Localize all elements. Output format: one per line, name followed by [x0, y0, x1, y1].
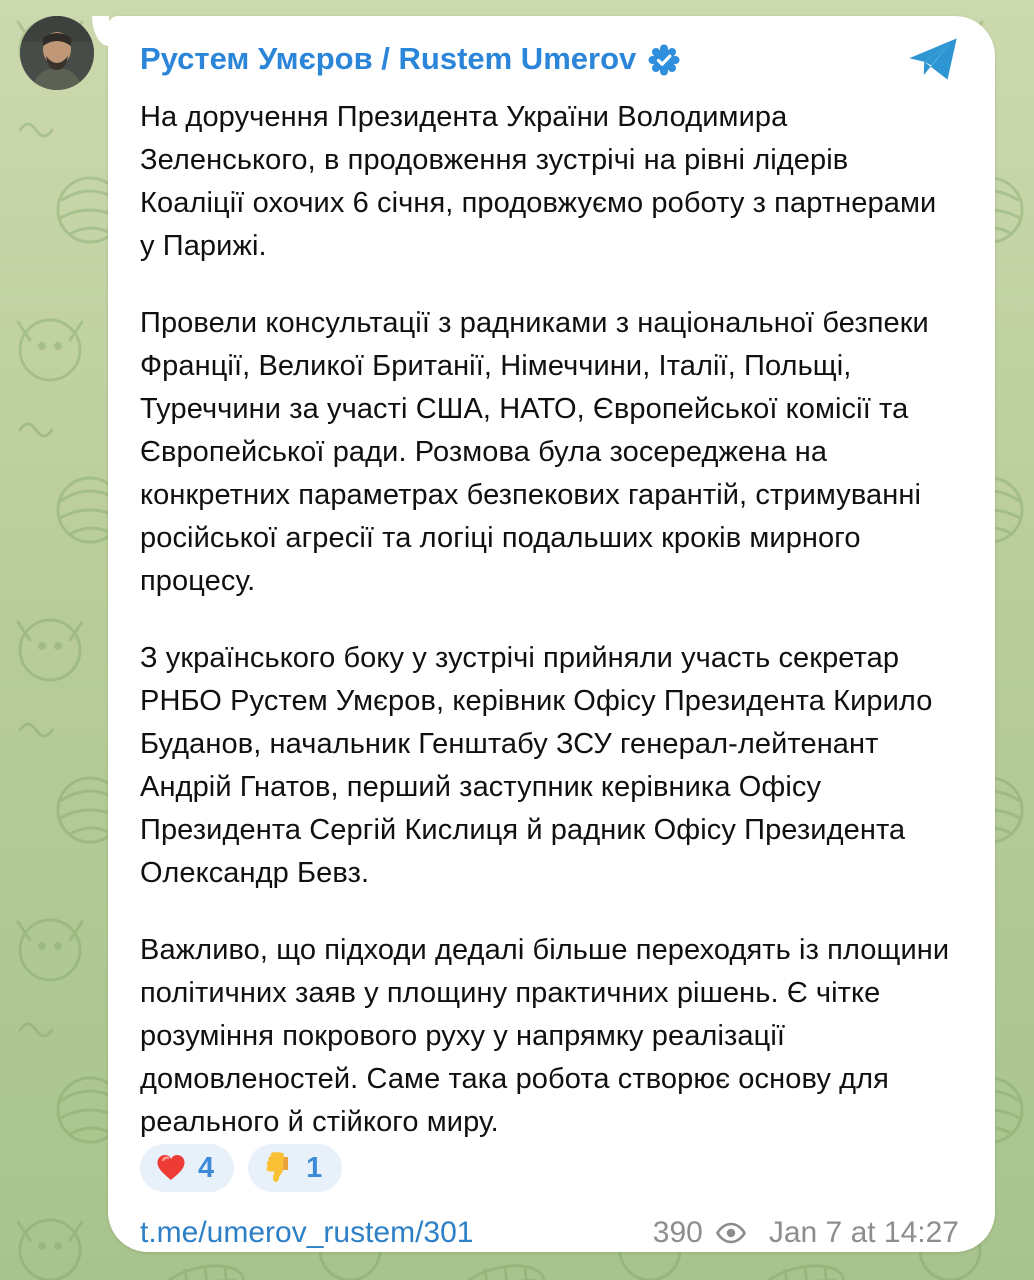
views-eye-icon: [715, 1217, 747, 1249]
reactions-row: [140, 1144, 959, 1192]
avatar-photo: [20, 16, 94, 90]
channel-name[interactable]: Рустем Умєров / Rustem Umerov: [140, 41, 637, 76]
reaction-thumbs-down-count: 1: [306, 1151, 323, 1184]
reaction-heart[interactable]: [140, 1144, 234, 1192]
paragraph-2: Провели консультації з радниками з національної безпеки Франції, Великої Британії, Німеччини, Італії, Польщі, Туреччини за участі США, НАТО, Європейської комісії та Європейської ради. Розмова була зосереджена на конкретних параметрах безпекових гарантій, стримуванні російської агресії та логіці подальших кроків мирного процесу.: [140, 307, 929, 597]
heart-icon: [154, 1151, 188, 1185]
reaction-thumbs-down[interactable]: [248, 1144, 342, 1192]
timestamp: Jan 7 at 14:27: [768, 1216, 959, 1249]
paragraph-1: На доручення Президента України Володимира Зеленського, в продовження зустрічі на рівні лідерів Коаліції охочих 6 січня, продовжуємо роботу з партнерами у Парижі.: [140, 101, 937, 262]
avatar[interactable]: [20, 16, 94, 90]
post-text: [140, 96, 959, 1144]
reaction-heart-count: 4: [198, 1151, 215, 1184]
telegram-plane-icon[interactable]: [907, 36, 959, 82]
paragraph-4: Важливо, що підходи дедалі більше переходять із площини політичних заяв у площину практичних рішень. Є чітке розуміння покрового руху у напрямку реалізації домовленостей. Саме така робота створює основу для реального й стійкого миру.: [140, 934, 950, 1138]
message-footer: [140, 1216, 959, 1250]
thumbs-down-icon: [262, 1151, 296, 1185]
verified-badge-icon: [648, 44, 680, 76]
message-header: [140, 36, 959, 82]
bubble-bottom: [140, 1144, 959, 1250]
views-count: 390: [652, 1216, 703, 1249]
message-meta: [653, 1216, 959, 1250]
message-bubble: [108, 16, 995, 1252]
paragraph-3: З українського боку у зустрічі прийняли участь секретар РНБО Рустем Умєров, керівник Офісу Президента Кирило Буданов, начальник Генштабу ЗСУ генерал-лейтенант Андрій Гнатов, перший заступник керівника Офісу Президента Сергій Кислиця й радник Офісу Президента Олександр Бевз.: [140, 642, 933, 889]
post-link[interactable]: t.me/umerov_rustem/301: [140, 1216, 474, 1249]
